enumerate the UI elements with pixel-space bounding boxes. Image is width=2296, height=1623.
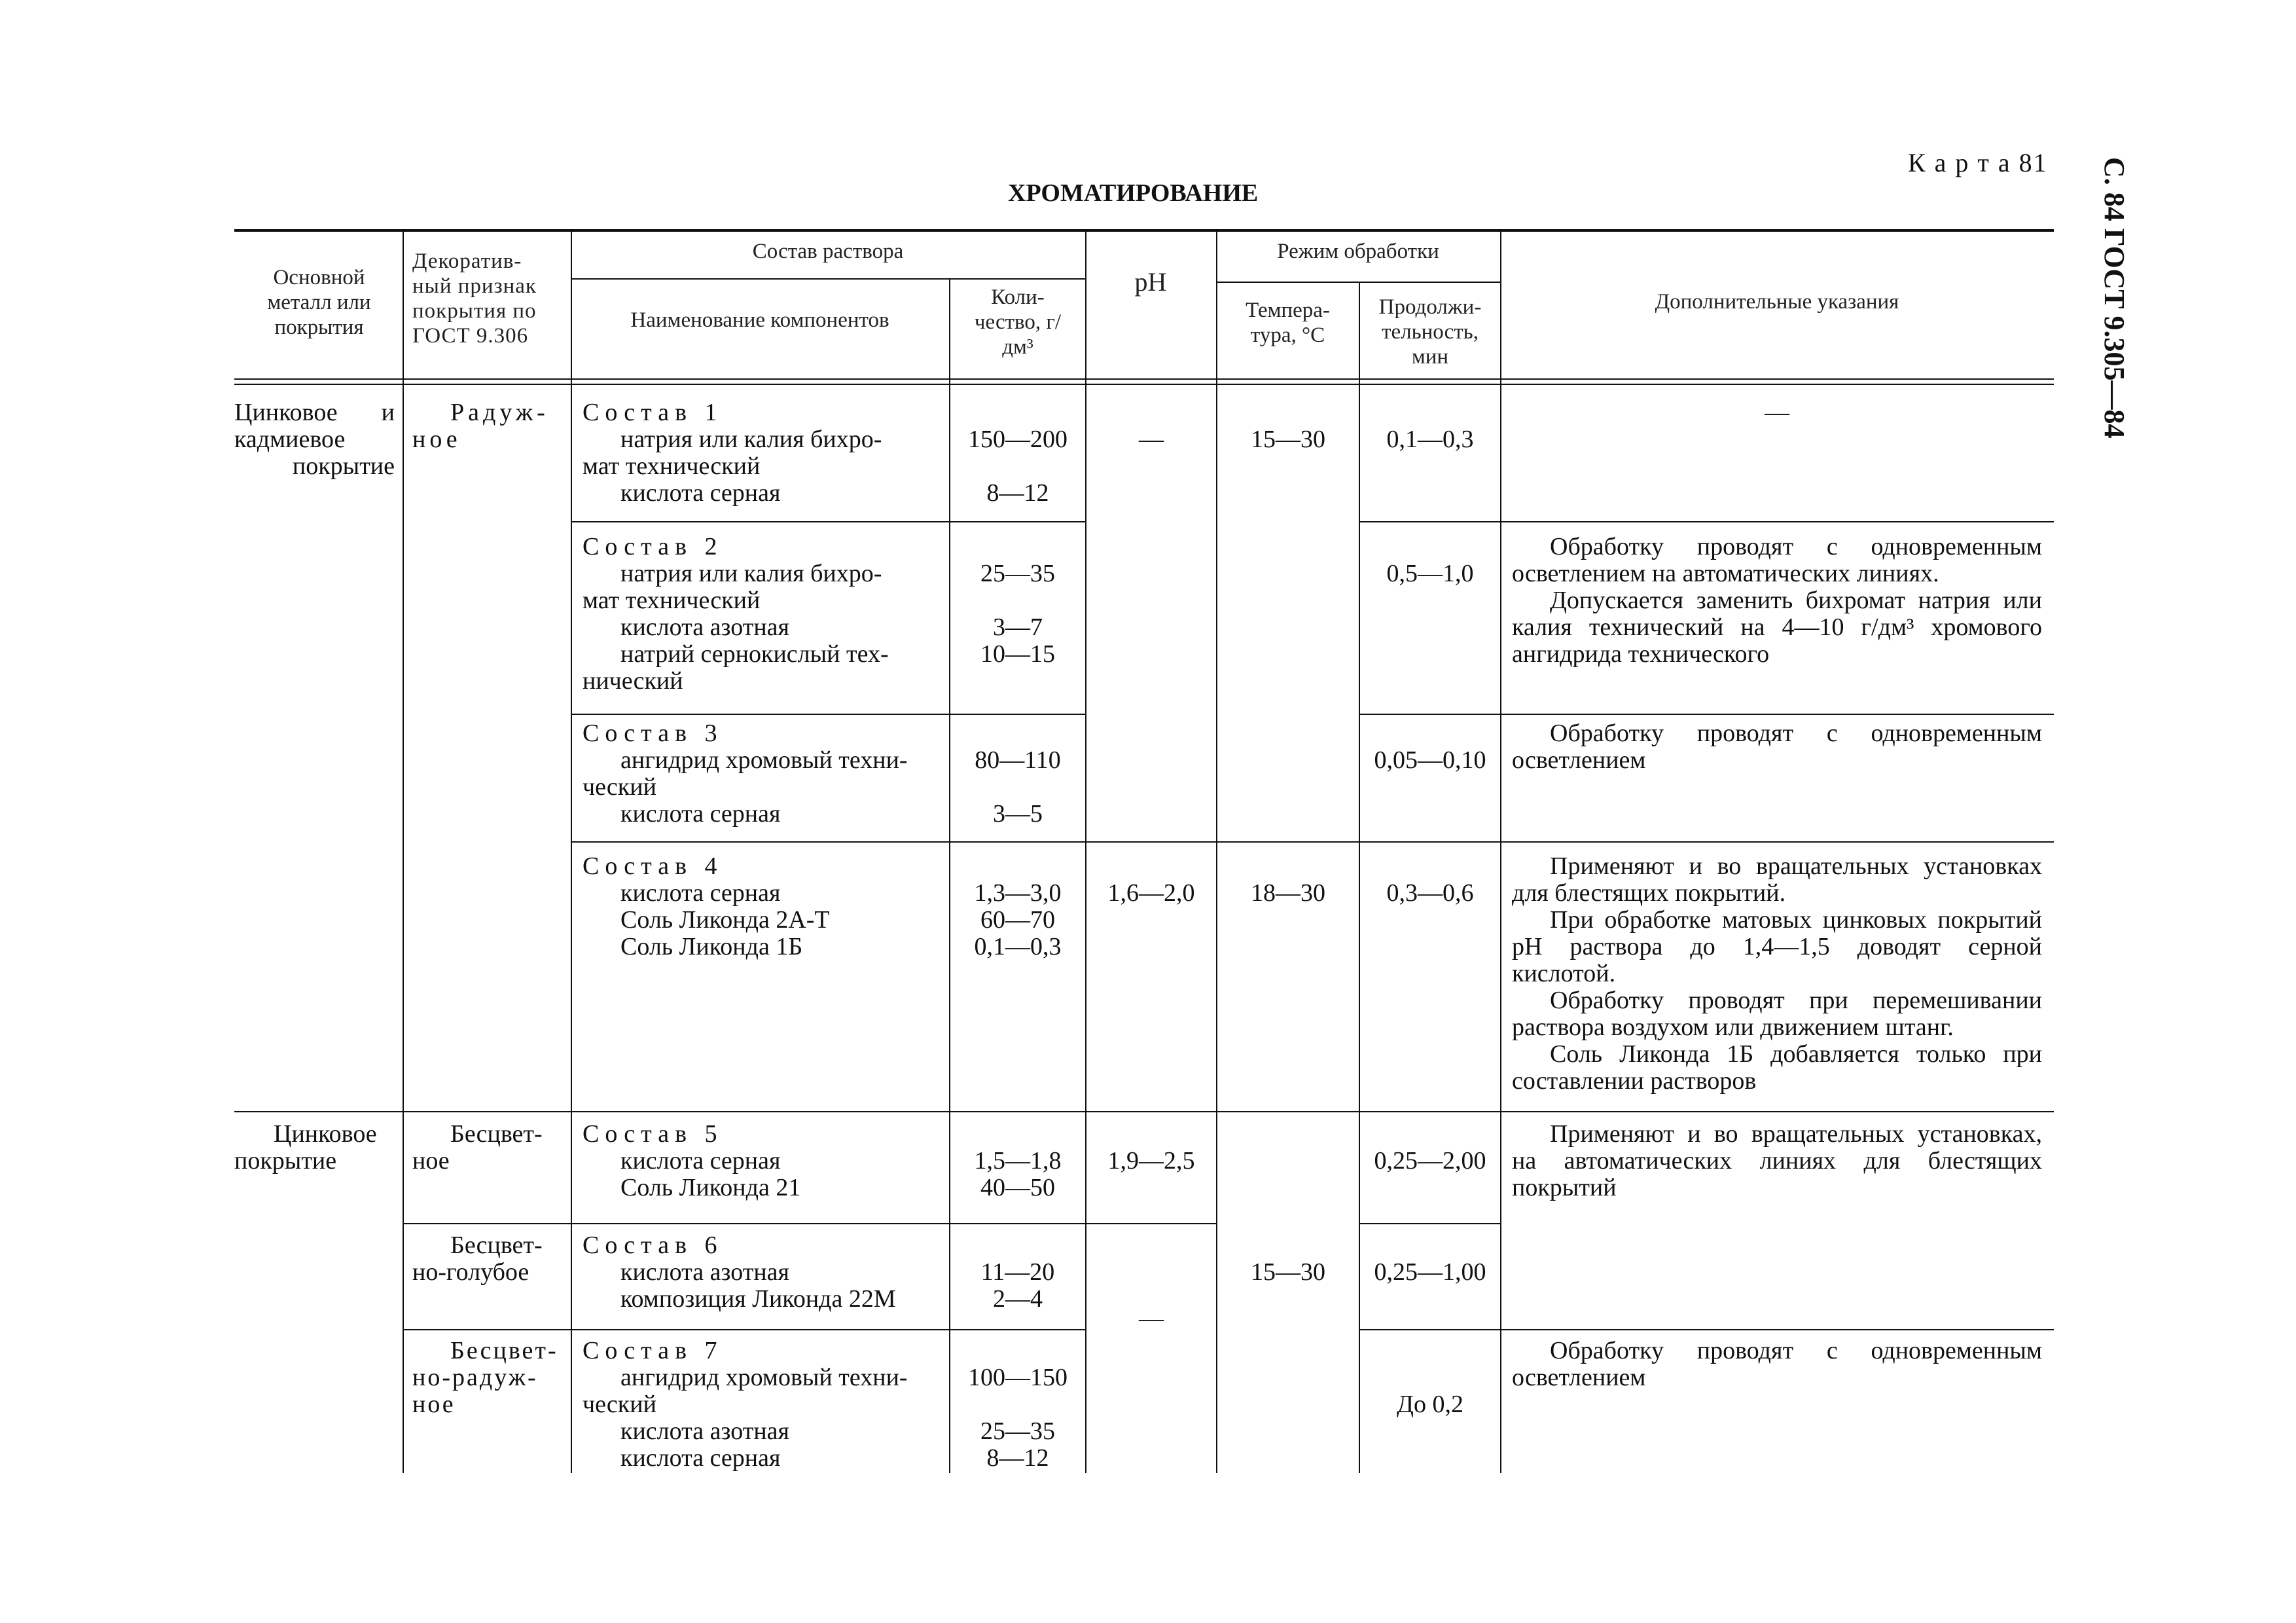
- composition-1-title: Состав 1: [583, 399, 723, 426]
- composition-4-item: Соль Ликонда 2А-Т: [620, 906, 830, 934]
- composition-3-title: Состав 3: [583, 720, 723, 747]
- composition-5: [583, 1121, 949, 1201]
- note-paragraph: Применяют и во вращательных установках для блестящих покрытий.: [1512, 852, 2042, 907]
- composition-3-item: кислота серная: [620, 800, 781, 828]
- composition-2: [583, 534, 949, 695]
- qty-value: 3—5: [993, 800, 1043, 828]
- header-quantity: Коли- чество, г/дм³: [974, 285, 1062, 359]
- deco-cell-7: Бесцвет- но-радуж- ное: [412, 1337, 558, 1418]
- composition-6-item: композиция Ликонда 22М: [620, 1285, 896, 1313]
- qty-value: 60—70: [980, 906, 1055, 934]
- composition-4-item: Соль Ликонда 1Б: [620, 933, 803, 960]
- composition-3: [583, 720, 949, 828]
- note-paragraph: При обработке матовых цинковых покрытий pH раствора до 1,4—1,5 доводят серной кислотой.: [1512, 906, 2042, 987]
- qty-value: 1,5—1,8: [974, 1147, 1062, 1175]
- qty-value: 25—35: [980, 560, 1055, 587]
- composition-7-title: Состав 7: [583, 1337, 723, 1364]
- note-paragraph: Обработку проводят при перемешивании раствора воздухом или движением штанг.: [1512, 987, 2042, 1041]
- composition-5-title: Состав 5: [583, 1120, 723, 1148]
- ph-value: —: [1139, 426, 1164, 453]
- note-paragraph: Обработку проводят с одновременным осветлением на автоматических линиях.: [1512, 533, 2042, 587]
- qty-value: 1,3—3,0: [974, 879, 1062, 907]
- header-components: Наименование компонентов: [630, 308, 889, 332]
- qty-value: 11—20: [980, 1258, 1055, 1286]
- composition-5-item: кислота серная: [620, 1147, 781, 1175]
- note-2: [1512, 534, 2042, 668]
- composition-4-title: Состав 4: [583, 852, 723, 880]
- header-temp: Темпера- тура, °С: [1246, 299, 1330, 347]
- note-4: [1512, 853, 2042, 1095]
- duration-value: 0,25—2,00: [1374, 1147, 1486, 1175]
- qty-value: 3—7: [993, 613, 1043, 641]
- composition-1-item: кислота серная: [620, 479, 781, 507]
- composition-3-item: ческий: [583, 773, 656, 801]
- composition-1-item: мат технический: [583, 452, 761, 480]
- note-3: [1512, 720, 2042, 774]
- note-paragraph: Обработку проводят с одновременным осветлением: [1512, 720, 2042, 774]
- qty-value: 10—15: [980, 640, 1055, 668]
- header-decorative: Декоратив- ный признак покрытия по ГОСТ 9.306: [412, 249, 537, 348]
- note-paragraph: Соль Ликонда 1Б добавляется только при составлении растворов: [1512, 1040, 2042, 1095]
- note-paragraph: Применяют и во вращательных установках, на автоматических линиях для блестящих покрытий: [1512, 1120, 2042, 1201]
- composition-2-title: Состав 2: [583, 533, 723, 560]
- side-label: С. 84 ГОСТ 9.305—84: [2098, 157, 2130, 439]
- ph-value: —: [1139, 1305, 1164, 1332]
- composition-6-title: Состав 6: [583, 1231, 723, 1259]
- composition-7-item: кислота азотная: [620, 1417, 790, 1445]
- composition-4: [583, 853, 949, 960]
- duration-value: 0,5—1,0: [1386, 560, 1474, 587]
- composition-4-item: кислота серная: [620, 879, 781, 907]
- qty-value: 80—110: [975, 746, 1061, 774]
- temp-value: 15—30: [1251, 1258, 1325, 1286]
- deco-cell-5: Бесцвет- ное: [412, 1120, 543, 1175]
- qty-value: 8—12: [986, 479, 1049, 507]
- qty-value: 2—4: [993, 1285, 1043, 1313]
- duration-value: 0,25—1,00: [1374, 1258, 1486, 1286]
- deco-cell-6: Бесцвет- но-голубое: [412, 1231, 543, 1286]
- composition-1-item: натрия или калия бихро-: [620, 426, 882, 453]
- header-duration: Продолжи- тельность, мин: [1378, 295, 1482, 369]
- header-mode: Режим обработки: [1277, 240, 1439, 263]
- page-title: ХРОМАТИРОВАНИЕ: [1008, 179, 1259, 207]
- composition-2-item: нический: [583, 667, 683, 695]
- duration-value: 0,1—0,3: [1386, 426, 1474, 453]
- composition-6: [583, 1232, 949, 1313]
- composition-7-item: кислота серная: [620, 1444, 781, 1472]
- deco-cell-1: Радуж- ное: [412, 399, 549, 453]
- ph-value: 1,6—2,0: [1107, 879, 1195, 907]
- temp-value: 18—30: [1251, 879, 1325, 907]
- composition-2-item: кислота азотная: [620, 613, 790, 641]
- base-metal-cell-1: Цинковое и кадмиевое покрытие: [234, 399, 395, 480]
- qty-value: 100—150: [968, 1364, 1067, 1391]
- note-dash: —: [1765, 399, 1789, 426]
- qty-value: 150—200: [968, 426, 1067, 453]
- note-paragraph: Обработку проводят с одновременным осветлением: [1512, 1337, 2042, 1391]
- composition-5-item: Соль Ликонда 21: [620, 1174, 801, 1201]
- note-7: [1512, 1338, 2042, 1391]
- qty-value: 25—35: [980, 1417, 1055, 1445]
- qty-value: 8—12: [986, 1444, 1049, 1472]
- composition-2-item: натрий сернокислый тех-: [620, 640, 889, 668]
- duration-value: До 0,2: [1397, 1391, 1463, 1418]
- qty-value: 0,1—0,3: [974, 933, 1062, 960]
- ph-value: 1,9—2,5: [1107, 1147, 1195, 1175]
- duration-value: 0,05—0,10: [1374, 746, 1486, 774]
- header-base-metal: Основной металл или покрытия: [267, 266, 371, 339]
- temp-value: 15—30: [1251, 426, 1325, 453]
- composition-2-item: мат технический: [583, 587, 761, 614]
- note-5: [1512, 1121, 2042, 1201]
- composition-7-item: ангидрид хромовый техни-: [620, 1364, 908, 1391]
- duration-value: 0,3—0,6: [1386, 879, 1474, 907]
- qty-value: 40—50: [980, 1174, 1055, 1201]
- composition-7-item: ческий: [583, 1391, 656, 1418]
- composition-3-item: ангидрид хромовый техни-: [620, 746, 908, 774]
- composition-2-item: натрия или калия бихро-: [620, 560, 882, 587]
- note-paragraph: Допускается заменить бихромат натрия или калия технический на 4—10 г/дм³ хромового ангидрида технического: [1512, 587, 2042, 668]
- karta-label: К а р т а 81: [1908, 148, 2048, 177]
- header-ph: pH: [1134, 267, 1167, 297]
- composition-6-item: кислота азотная: [620, 1258, 790, 1286]
- composition-7: [583, 1338, 949, 1472]
- header-notes: Дополнительные указания: [1655, 290, 1899, 314]
- base-metal-cell-2: Цинковое покрытие: [234, 1120, 377, 1175]
- composition-1: [583, 399, 949, 507]
- header-solution: Состав раствора: [752, 240, 904, 263]
